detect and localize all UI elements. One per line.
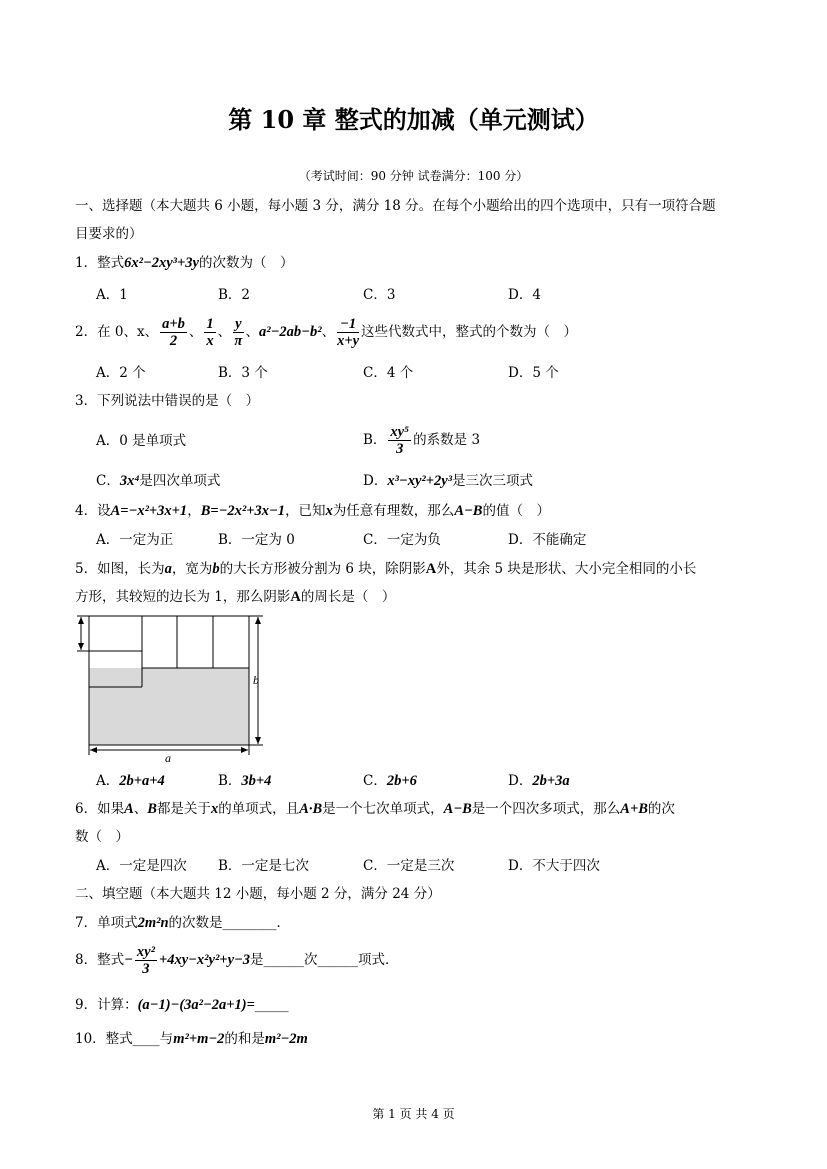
exam-meta: （考试时间：90 分钟 试卷满分：100 分） (298, 169, 529, 183)
q6-option-b[interactable]: B．一定是七次 (218, 858, 309, 874)
question-5: 5．如图，长为a，宽为b的大长方形被分割为 6 块，除阴影A外，其余 5 块是形状、大小完全相同的小长 (75, 561, 697, 577)
question-3: 3．下列说法中错误的是（ ） (75, 393, 260, 409)
q6-option-a[interactable]: A．一定是四次 (96, 858, 187, 874)
q1-option-a[interactable]: A．1 (96, 287, 128, 303)
question-2: 2．在 0、x、 $\frac{a+b}{2}$ 、 $\frac{1}{x}$ 、 $\frac{y}{\pi}$ 、a²−2ab−b²、 $\frac{-1}{x+y}$ 这些代数式中，整式的个数为（ ） (75, 316, 578, 349)
question-6: 6．如果A、B都是关于x的单项式，且A·B是一个七次单项式，A−B是一个四次多项式，那么A+B的次 (75, 801, 675, 817)
q3-option-b[interactable]: B． $\frac{\text{xy⁵}}{3}$ 的系数是 3 (363, 424, 481, 457)
q2-option-d[interactable]: D．5 个 (508, 365, 559, 381)
q4-option-a[interactable]: A．一定为正 (96, 532, 174, 548)
q1-option-d[interactable]: D．4 (508, 287, 541, 303)
q2-post: 这些代数式中，整式的个数为（ ） (361, 324, 578, 340)
question-7: 7．单项式2m²n的次数是________． (75, 915, 291, 931)
q2-option-a[interactable]: A．2 个 (96, 365, 146, 381)
q1-post: 的次数为（ ） (198, 255, 294, 271)
q2-option-b[interactable]: B．3 个 (218, 365, 268, 381)
section2-heading: 二、填空题（本大题共 12 小题，每小题 2 分，满分 24 分） (75, 886, 441, 902)
q5-option-a[interactable]: A．2b+a+4 (96, 773, 165, 789)
q3-option-c[interactable]: C．3x⁴是四次单项式 (96, 473, 221, 489)
q4-option-b[interactable]: B．一定为 0 (218, 532, 295, 548)
q3-option-d[interactable]: D．x³−xy²+2y³是三次三项式 (363, 473, 534, 489)
q2-expr: a²−2ab−b² (259, 324, 322, 340)
question-6-cont: 数（ ） (75, 829, 129, 845)
question-1 (75, 254, 293, 272)
q2-frac-2: $\frac{1}{x}$ (206, 316, 214, 349)
q2-frac-1: $\frac{a+b}{2}$ (162, 316, 185, 349)
q1-pre: 1．整式 (75, 255, 125, 271)
q1-expr: 6x²−2xy³+3y (124, 255, 199, 271)
q2-pre: 2．在 0、x、 (75, 324, 159, 340)
shaded-region-a (89, 668, 249, 745)
q2-frac-3: $\frac{y}{\pi}$ (234, 316, 243, 349)
fig-label-a: a (165, 751, 171, 764)
q2-frac-4: $\frac{-1}{x+y}$ (337, 316, 360, 349)
section1-heading-cont: 目要求的） (75, 226, 143, 242)
q5-option-d[interactable]: D．2b+3a (508, 773, 570, 789)
q5-option-b[interactable]: B．3b+4 (218, 773, 272, 789)
question-10: 10．整式____与m²+m−2的和是m²−2m (75, 1031, 308, 1047)
question-9: 9．计算：(a−1)−(3a²−2a+1)=_____ (75, 997, 289, 1013)
q4-option-c[interactable]: C．一定为负 (363, 532, 441, 548)
question-4: 4．设A=−x²+3x+1，B=−2x²+3x−1，已知x为任意有理数，那么A−B的值（ ） (75, 503, 550, 519)
q5-figure (70, 612, 270, 764)
q6-option-c[interactable]: C．一定是三次 (363, 858, 455, 874)
q5-option-c[interactable]: C．2b+6 (363, 773, 417, 789)
question-5-cont: 方形，其较短的边长为 1，那么阴影A的周长是（ ） (75, 589, 396, 605)
q4-option-d[interactable]: D．不能确定 (508, 532, 587, 548)
question-8: 8．整式− $\frac{\text{xy²}}{3}$ +4xy−x²y²+y−3是______次______项式． (75, 944, 399, 977)
q6-option-d[interactable]: D．不大于四次 (508, 858, 600, 874)
page-footer: 第 1 页 共 4 页 (372, 1107, 455, 1121)
page-title: 第 10 章 整式的加减（单元测试） (228, 105, 599, 134)
q1-option-b[interactable]: B．2 (218, 287, 251, 303)
fig-label-b: b (253, 673, 259, 687)
q1-option-c[interactable]: C．3 (363, 287, 396, 303)
section1-heading: 一、选择题（本大题共 6 小题，每小题 3 分，满分 18 分。在每个小题给出的四个选项中，只有一项符合题 (75, 198, 716, 214)
q2-option-c[interactable]: C．4 个 (363, 365, 414, 381)
q3-option-a[interactable]: A．0 是单项式 (96, 433, 187, 449)
